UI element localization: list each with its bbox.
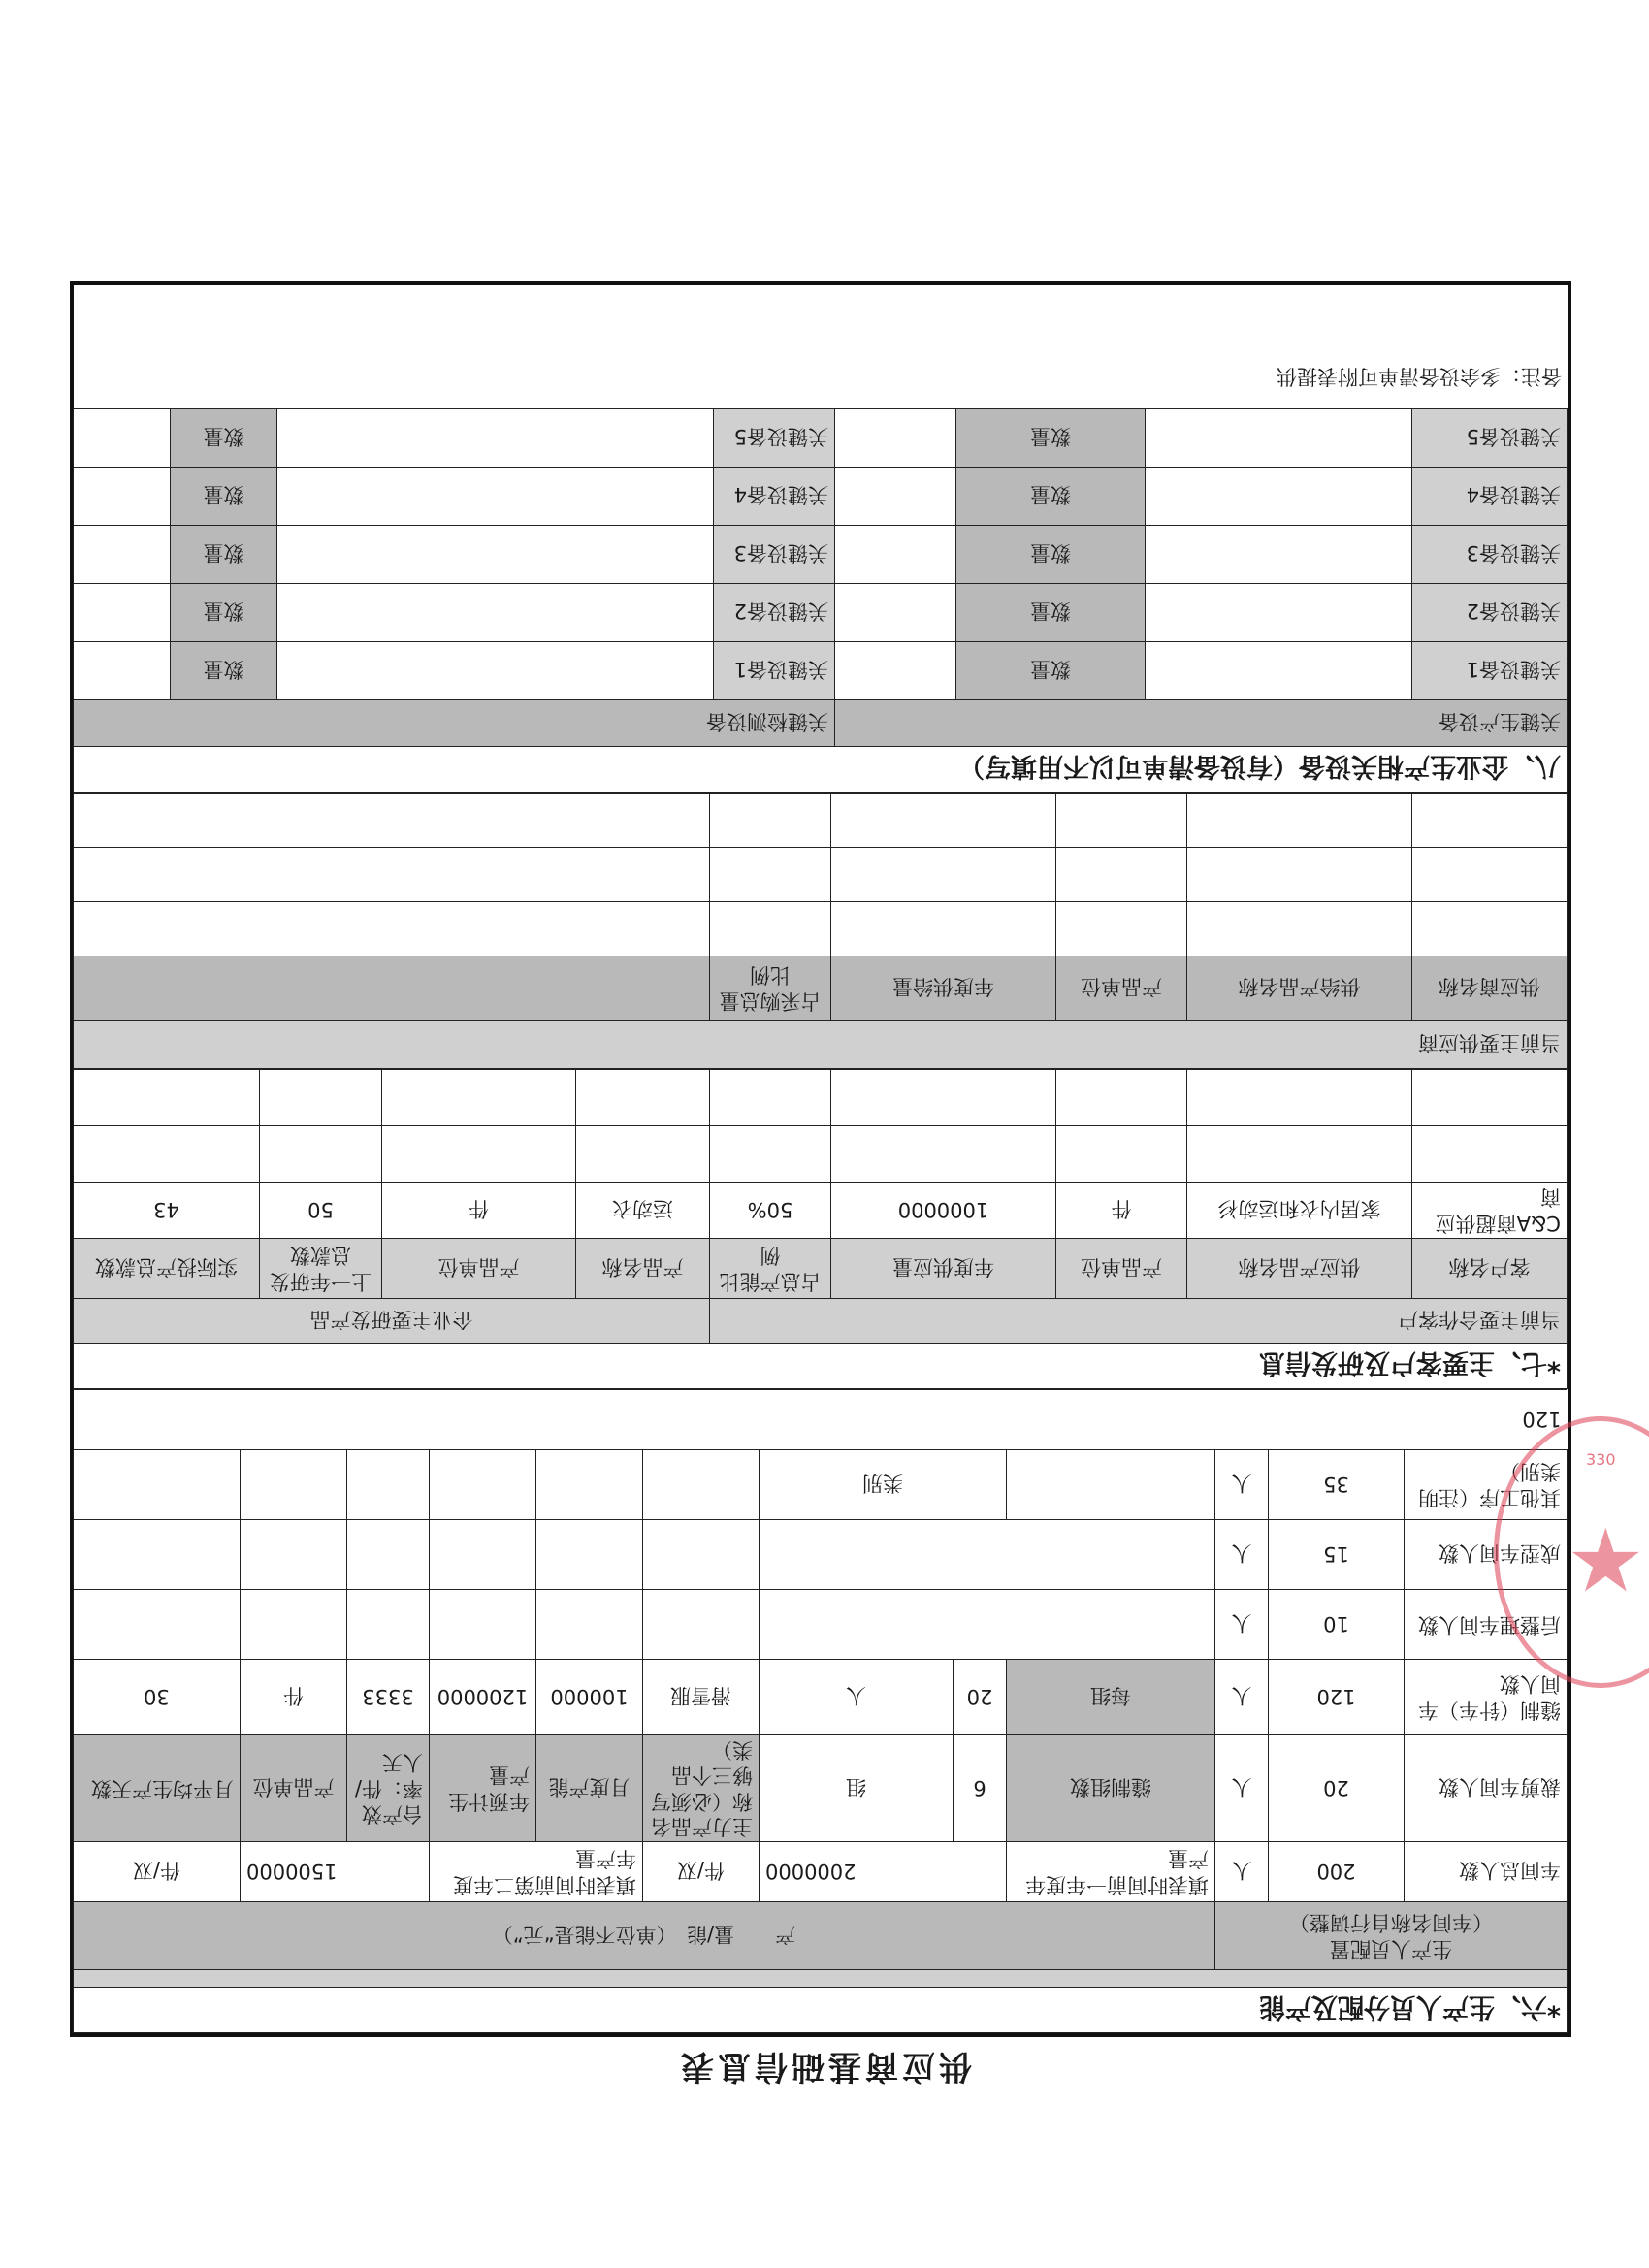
total-value: 120 [73,1390,1567,1450]
col-customer: 客户名称 [1412,1239,1568,1299]
main-product-value: 滑雪服 [643,1660,760,1735]
section-8-table [73,408,1568,793]
supply-unit: 件 [1056,1183,1187,1239]
supplier-header: 当前主要供应商 [73,1021,1567,1069]
category-label: 类别 [760,1450,1007,1520]
device-label: 关键设备3 [1412,526,1568,584]
finishing-staff-value: 10 [1269,1590,1405,1660]
col-rd-unit: 产品单位 [382,1239,576,1299]
prev2-year-label: 填表时间前第二年度年产量 [430,1842,643,1902]
device-label: 关键设备2 [1412,584,1568,642]
supplier-table [73,793,1568,1069]
quantity-label: 数量 [956,526,1146,584]
col-supplied-qty: 年度供给量 [831,956,1056,1021]
cutting-staff-label: 裁剪车间人数 [1405,1735,1568,1842]
avg-days-label: 月平均生产天数 [73,1735,240,1842]
per-capita-label: 台产效率：件/人天 [347,1735,430,1842]
product-unit-value: 件 [241,1660,347,1735]
finishing-staff-unit: 人 [1215,1590,1269,1660]
per-group-label: 每组 [1007,1660,1215,1735]
sewing-staff-value: 120 [1269,1660,1405,1735]
quantity-label: 数量 [171,584,277,642]
monthly-capacity-label: 月度产能 [536,1735,643,1842]
spacer-row [73,1970,1567,1988]
sewing-staff-unit: 人 [1215,1660,1269,1735]
cutting-staff-value: 20 [1269,1735,1405,1842]
annual-output-value: 1200000 [430,1660,536,1735]
prev2-year-value: 1500000 [241,1842,430,1902]
cutting-staff-unit: 人 [1215,1735,1269,1842]
prev-year-value: 2000000 [760,1842,1007,1902]
list-item [74,468,1568,526]
quantity-label: 数量 [171,468,277,526]
table-row [73,1183,1567,1239]
groups-value: 6 [954,1735,1007,1842]
per-group-value: 20 [954,1660,1007,1735]
per-group-unit: 人 [760,1660,954,1735]
capacity-ratio: 50% [710,1183,831,1239]
other-staff-unit: 人 [1215,1450,1269,1520]
rd-unit: 件 [382,1183,576,1239]
rd-count: 50 [260,1183,382,1239]
quantity-label: 数量 [956,642,1146,700]
quantity-label: 数量 [956,584,1146,642]
sewing-staff-label: 缝制（针车）车间人数 [1405,1660,1568,1735]
stamp-code: 330 [1586,1450,1616,1469]
rd-produced: 43 [73,1183,259,1239]
star-icon: ★ [1567,1510,1645,1612]
test-device-label: 关键设备2 [714,584,835,642]
forming-staff-unit: 人 [1215,1520,1269,1590]
col-purchase-ratio: 占采购总量比例 [710,956,831,1021]
section-6-table [73,1389,1568,2033]
customer-header: 当前主要合作客户 [710,1299,1568,1344]
section-7-title: *七、主要客户及研发信息 [73,1344,1567,1389]
test-device-label: 关键设备1 [714,642,835,700]
list-item [74,526,1568,584]
finishing-staff-label: 后整理车间人数 [1405,1590,1568,1660]
total-staff-value: 200 [1269,1842,1405,1902]
col-capacity-ratio: 占总产能比例 [710,1239,831,1299]
prev-year-label: 填表时间前一年度年产量 [1007,1842,1215,1902]
test-device-label: 关键设备4 [714,468,835,526]
section-6-title: *六、生产人员分配及产能 [73,1988,1567,2033]
device-label: 关键设备5 [1412,409,1568,468]
production-equipment-label: 关键生产设备 [835,700,1568,747]
note-table [74,346,1568,408]
device-label: 关键设备4 [1412,468,1568,526]
customer-name: C&A商超供应商 [1412,1183,1568,1239]
groups-unit: 组 [760,1735,954,1842]
testing-equipment-label: 关键检测设备 [74,700,835,747]
col-annual-supply: 年度供应量 [831,1239,1056,1299]
list-item [74,642,1568,700]
other-staff-label: 其他工序（注明类别） [1405,1450,1568,1520]
list-item [74,584,1568,642]
product-unit-label: 产品单位 [241,1735,347,1842]
equipment-note: 备注：多余设备清单可附表提供 [1277,365,1562,388]
document-title: 供应商基础信息表 [677,2047,972,2086]
section-7-table [73,1069,1568,1389]
quantity-label: 数量 [171,642,277,700]
annual-output-label: 年预计生产量 [430,1735,536,1842]
col-supplier-unit: 产品单位 [1056,956,1187,1021]
list-item [74,409,1568,468]
groups-label: 缝制组数 [1007,1735,1215,1842]
supply-product: 家居内衣和运动衫 [1187,1183,1412,1239]
quantity-label: 数量 [956,468,1146,526]
alloc-label: 生产人员配置 （车间名称自行调整） [1215,1902,1568,1970]
rd-product: 运动衣 [576,1183,710,1239]
forming-staff-value: 15 [1269,1520,1405,1590]
total-staff-label: 车间总人数 [1405,1842,1568,1902]
other-staff-value: 35 [1269,1450,1405,1520]
col-rd-produced: 实际投产总款数 [73,1239,259,1299]
per-capita-value: 3333 [347,1660,430,1735]
device-label: 关键设备1 [1412,642,1568,700]
main-product-label: 主力产品名称（必须写够三个品类） [643,1735,760,1842]
annual-supply: 1000000 [831,1183,1056,1239]
rd-header: 企业主要研发产品 [73,1299,709,1344]
quantity-label: 数量 [171,526,277,584]
avg-days-value: 30 [73,1660,240,1735]
col-supplier-name: 供应商名称 [1412,956,1568,1021]
col-supply-product: 供应产品名称 [1187,1239,1412,1299]
monthly-capacity-value: 100000 [536,1660,643,1735]
forming-staff-label: 成型车间人数 [1405,1520,1568,1590]
prev2-year-unit: 件/双 [73,1842,240,1902]
col-supplied-product: 供给产品名称 [1187,956,1412,1021]
col-rd-product: 产品名称 [576,1239,710,1299]
col-unit: 产品单位 [1056,1239,1187,1299]
section-8-title: 八、企业生产相关设备（有设备清单可以不用填写） [74,747,1568,793]
test-device-label: 关键设备3 [714,526,835,584]
test-device-label: 关键设备5 [714,409,835,468]
total-staff-unit: 人 [1215,1842,1269,1902]
quantity-label: 数量 [171,409,277,468]
capacity-label: 产 量/能 （单位不能是“元”） [73,1902,1214,1970]
prev-year-unit: 件/双 [643,1842,760,1902]
form-frame [70,281,1571,2037]
col-rd-count: 上一年研发总款数 [260,1239,382,1299]
quantity-label: 数量 [956,409,1146,468]
category-blank [1007,1450,1215,1520]
